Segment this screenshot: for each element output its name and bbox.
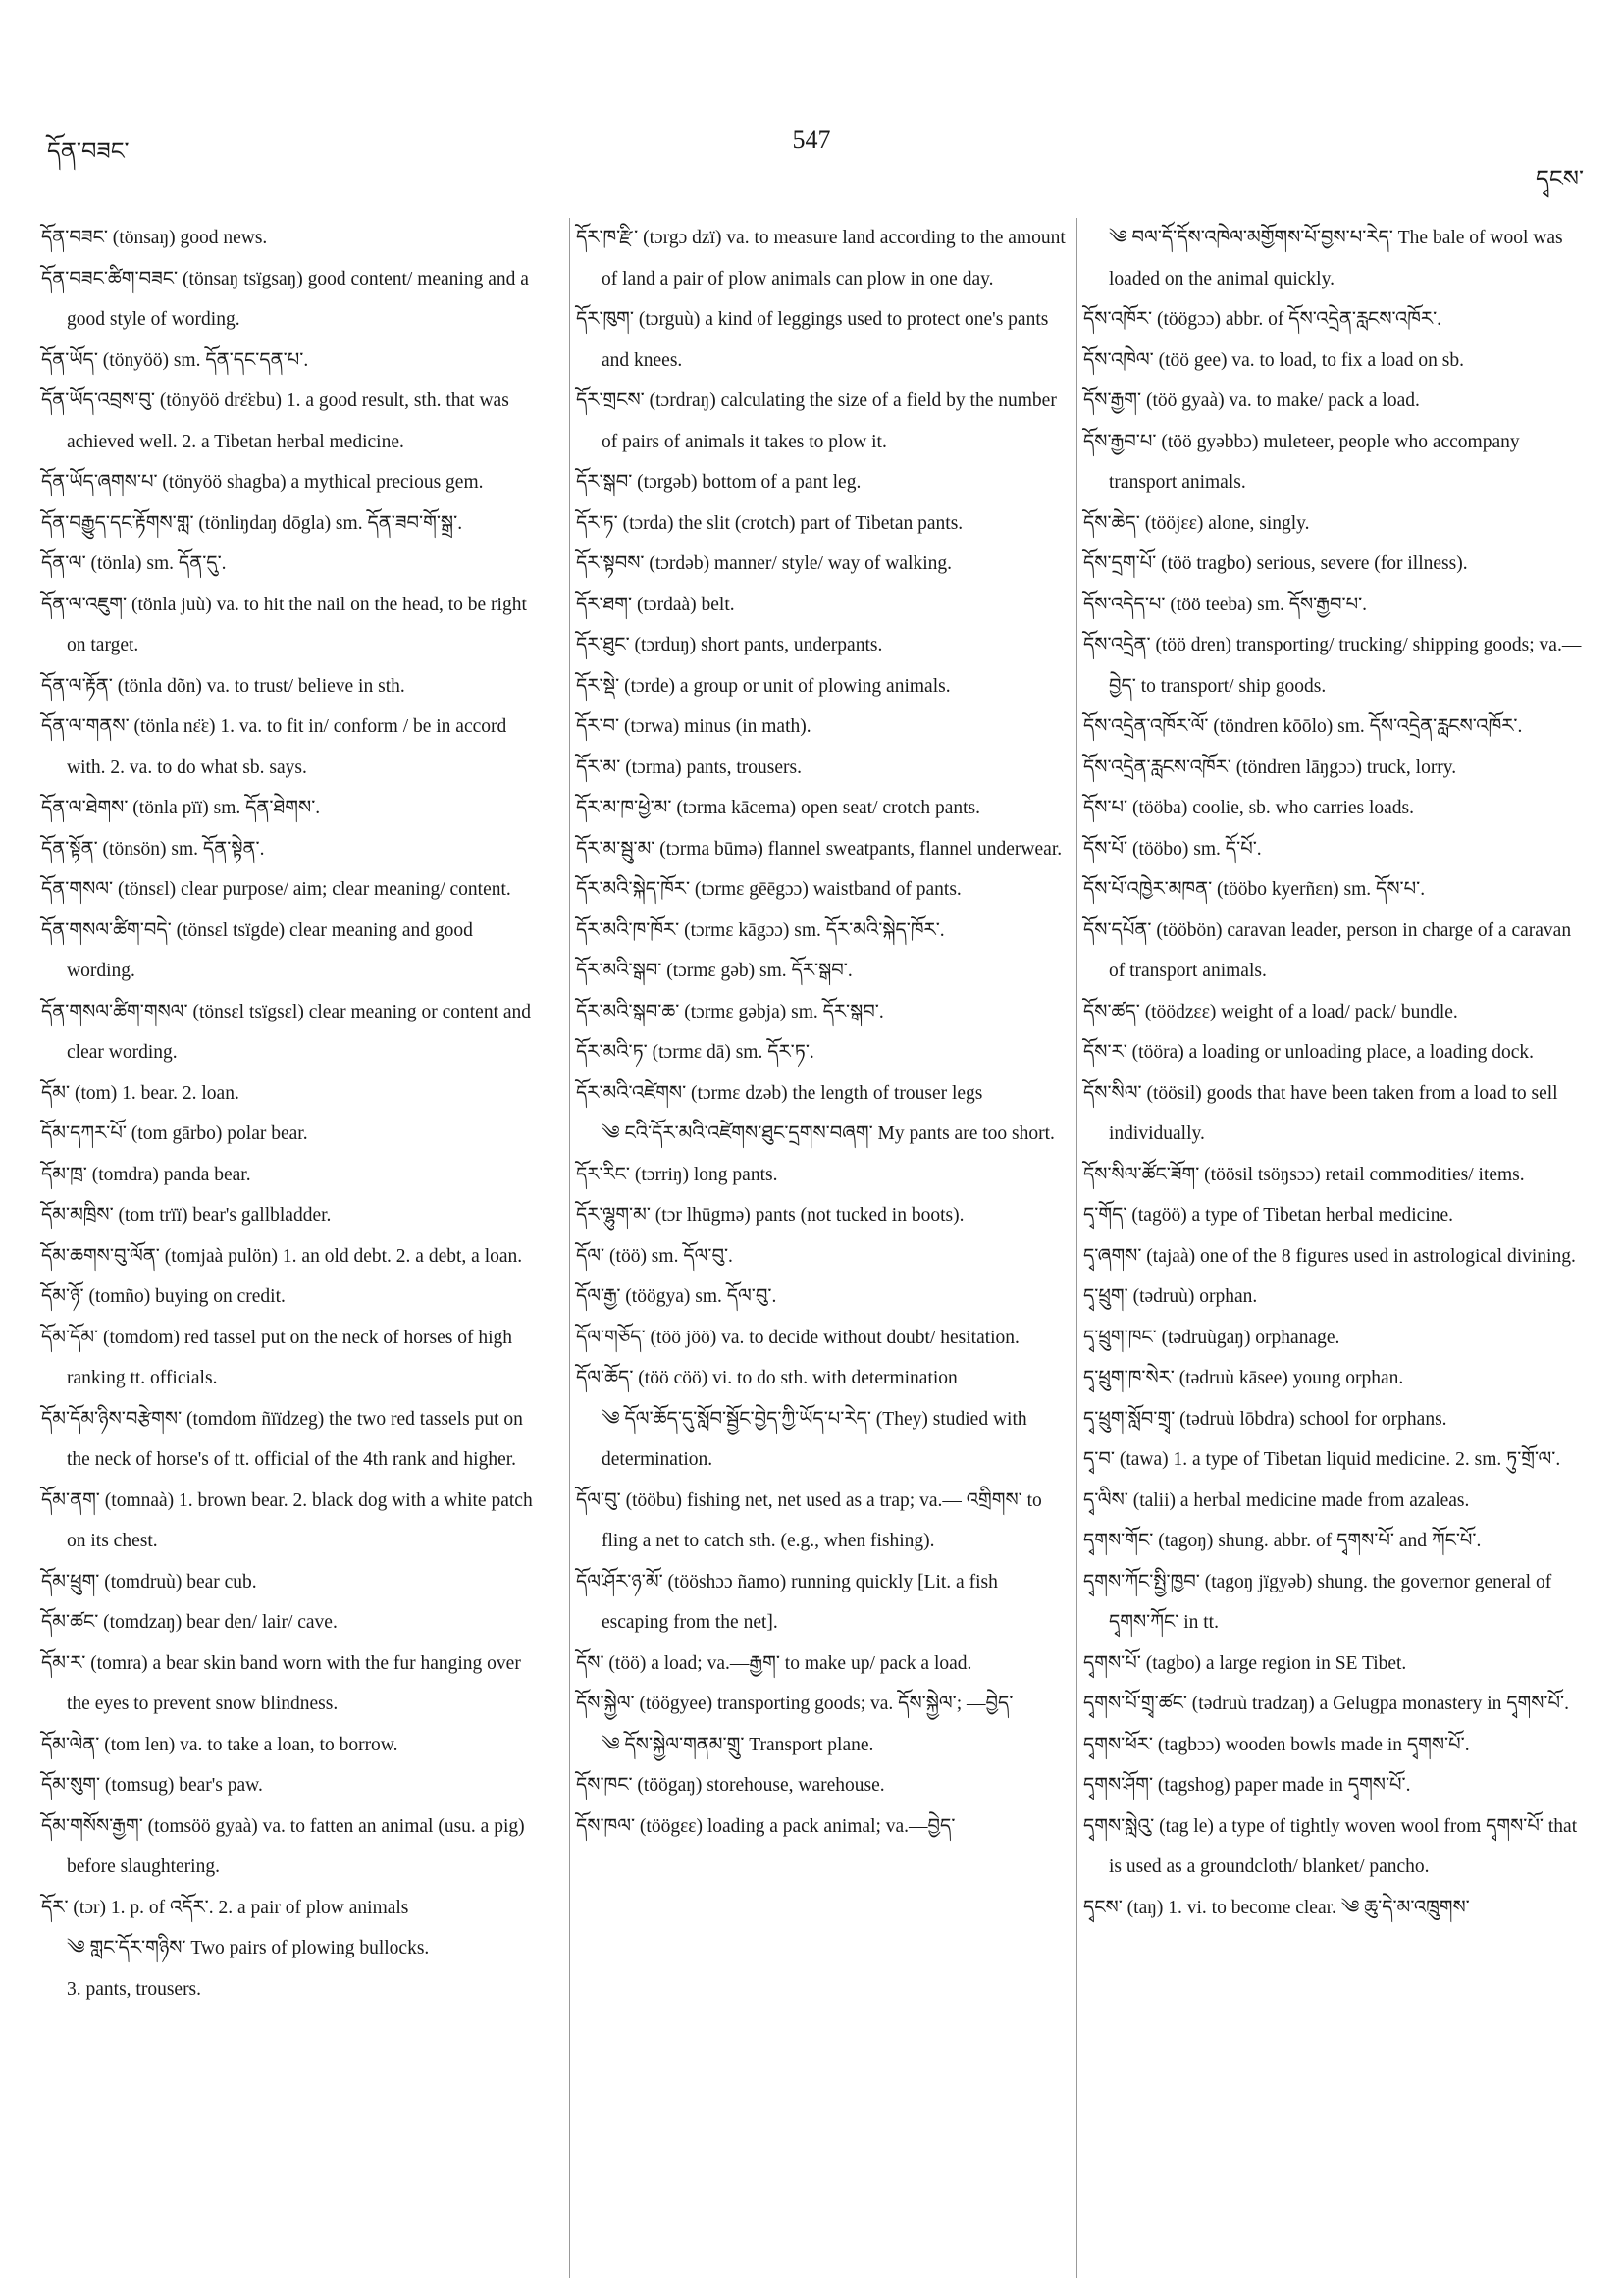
dictionary-entry: དོན་ལ་ (tönla) sm. དོན་དུ་.: [41, 553, 227, 574]
dictionary-entry: དོལ་གཅོད་ (töö jöö) va. to decide without doubt/ hesitation.: [576, 1327, 1020, 1348]
dictionary-entry: དོས་པོ་ (tööbo) sm. དོ་པོ་.: [1083, 838, 1262, 860]
dictionary-entry: དོས་འཁེལ་ (töö gee) va. to load, to fix a load on sb.: [1083, 349, 1465, 371]
dictionary-entry: དོམ་སུག་ (tomsug) bear's paw.: [41, 1775, 263, 1796]
dictionary-entry: དོལ་བུ་ (tööbu) fishing net, net used as a trap; va.— འགྲིགས་ to fling a net to catch sth. (e.g., when fishing).: [576, 1489, 1042, 1551]
running-head-left: དོན་བཟང་: [47, 139, 130, 165]
dictionary-entry: དོམ་ (tom) 1. bear. 2. loan.: [41, 1082, 239, 1104]
dictionary-entry: དྭགས་ཕོར་ (tagbɔɔ) wooden bowls made in དྭགས་པོ་.: [1083, 1734, 1470, 1755]
dictionary-entry: དོན་བཟང་ཚིག་བཟང་ (tönsaŋ tsïgsaŋ) good content/ meaning and a good style of wording.: [41, 268, 529, 330]
dictionary-entry: དྭ་ཕྲུག་ཁང་ (tədruùgaŋ) orphanage.: [1083, 1327, 1340, 1348]
dictionary-entry: དོན་གསལ་ཚིག་བདེ་ (tönsɛl tsïgde) clear meaning and good wording.: [41, 919, 473, 981]
dictionary-entry: དོས་རྒྱབ་པ་ (töö gyəbbɔ) muleteer, people who accompany transport animals.: [1083, 431, 1520, 493]
dictionary-entry: དོས་སྐྱེལ་ (töögyee) transporting goods; va. དོས་སྐྱེལ་; —བྱེད་: [576, 1694, 1014, 1714]
dictionary-entry: དོས་ཆེད་ (tööjɛɛ) alone, singly.: [1083, 512, 1310, 534]
dictionary-entry: དྭ་བ་ (tawa) 1. a type of Tibetan liquid medicine. 2. sm. ཏུ་གྲོ་ལ་.: [1083, 1449, 1561, 1470]
dictionary-entry: དོས་ཁལ་ (töögɛɛ) loading a pack animal; va.—བྱེད་: [576, 1815, 956, 1837]
dictionary-entry: དོལ་ཤོར་ཉ་མོ་ (tööshɔɔ ñamo) running quickly [Lit. a fish escaping from the net].: [576, 1571, 998, 1633]
dictionary-entry: དོར་ཁུག་ (tɔrguù) a kind of leggings used to protect one's pants and knees.: [576, 309, 1049, 371]
dictionary-entry: དོལ་ (töö) sm. དོལ་བུ་.: [576, 1245, 733, 1267]
dictionary-entry: དྭགས་པོ་ (tagbo) a large region in SE Tibet.: [1083, 1652, 1407, 1674]
dictionary-entry: དོས་འདྲེན་འཁོར་ལོ་ (töndren kōōlo) sm. དོས་འདྲེན་རླངས་འཁོར་.: [1083, 716, 1523, 737]
column-3: [1076, 218, 1584, 2278]
dictionary-entry: དོར་མའི་སྒབ་ཆ་ (tɔrmɛ gəbja) sm. དོར་སྒབ་.: [576, 1001, 884, 1022]
column-2: [569, 218, 1069, 2278]
running-head-right: དྭངས་: [1536, 167, 1584, 192]
dictionary-entry: དྭངས་ (taŋ) 1. vi. to become clear. ༄ ཆུ་དེ་མ་འཁྲུགས་: [1083, 1897, 1470, 1918]
column-2-entries-d: [576, 1765, 1069, 1847]
dictionary-entry: དོར་རིང་ (tɔrriŋ) long pants.: [576, 1164, 778, 1185]
dictionary-entry: དོམ་དོམ་ཉིས་བརྩེགས་ (tomdom ñïïdzeg) the two red tassels put on the neck of horse's of tt. official of the 4th rank and higher.: [41, 1408, 523, 1470]
dictionary-entry: དོན་གསལ་ཚིག་གསལ་ (tönsɛl tsïgsɛl) clear meaning or content and clear wording.: [41, 1001, 532, 1063]
column-2-entries-a: [576, 218, 1069, 1114]
dictionary-entry: དོར་ཁ་རྫི་ (tɔrgɔ dzï) va. to measure land according to the amount of land a pair of plow animals can plow in one day.: [576, 228, 1066, 289]
dictionary-entry: དོལ་རྒྱ་ (töögya) sm. དོལ་བུ་.: [576, 1286, 777, 1307]
dictionary-entry: དྭགས་པོ་གྲྭ་ཚང་ (tədruù tradzaŋ) a Gelugpa monastery in དྭགས་པོ་.: [1083, 1694, 1569, 1714]
dictionary-entry: དོར་མའི་སྒབ་ (tɔrmɛ gəb) sm. དོར་སྒབ་.: [576, 961, 853, 981]
dictionary-entry: དོར་ལྷུག་མ་ (tɔr lhūgmə) pants (not tucked in boots).: [576, 1205, 965, 1226]
dictionary-entry: དོར་ཐག་ (tɔrdaà) belt.: [576, 594, 735, 615]
dictionary-entry: དོན་བརྒྱུད་དང་རྟོགས་གླ་ (tönliŋdaŋ dōgla) sm. དོན་ཟབ་གོ་སྒྲ་.: [41, 512, 463, 534]
column-3-entries: [1083, 299, 1584, 1928]
dictionary-entry: དྭགས་ཤོག་ (tagshog) paper made in དྭགས་པོ་.: [1083, 1775, 1411, 1796]
dictionary-entry: དོར་མ་སྦུ་མ་ (tɔrma būmə) flannel sweatpants, flannel underwear.: [576, 838, 1063, 860]
dictionary-entry: དྭ་ཞགས་ (tajaà) one of the 8 figures used in astrological divining.: [1083, 1245, 1576, 1267]
dictionary-entry: དོན་ལ་གནས་ (tönla nɛ̈ɛ) 1. va. to fit in/ conform / be in accord with. 2. va. to do what sb. says.: [41, 716, 507, 778]
dictionary-entry: དོར་སྒབ་ (tɔrgəb) bottom of a pant leg.: [576, 472, 862, 493]
dictionary-entry: དོམ་ཚང་ (tomdzaŋ) bear den/ lair/ cave.: [41, 1612, 338, 1633]
dictionary-entry: དོམ་གསོས་རྒྱག་ (tomsöö gyaà) va. to fatten an animal (usu. a pig) before slaughtering.: [41, 1815, 525, 1877]
dictionary-entry: དོན་སྟོན་ (tönsön) sm. དོན་སྟེན་.: [41, 838, 265, 860]
dictionary-entry: དོན་ལ་འཇུག་ (tönla juù) va. to hit the nail on the head, to be right on target.: [41, 594, 527, 655]
dictionary-entry: དོས་འདྲེན་ (töö dren) transporting/ trucking/ shipping goods; va.—བྱེད་ to transport/ ship goods.: [1083, 635, 1582, 697]
example-sentence: ༄ དོལ་ཆོད་དུ་སློབ་སྦྱོང་བྱེད་ཀྱི་ཡོད་པ་རེད་ (They) studied with determination.: [602, 1408, 1027, 1470]
dictionary-entry: དོར་མའི་ཁ་ཁོར་ (tɔrmɛ kāgɔɔ) sm. དོར་མའི་སྐེད་ཁོར་.: [576, 919, 945, 941]
dictionary-entry: དོན་ཡོད་འབྲས་བུ་ (tönyöö drɛ̈ɛbu) 1. a good result, sth. that was achieved well. 2. a Tibetan herbal medicine.: [41, 391, 509, 452]
column-1: [41, 218, 540, 2009]
dictionary-entry: དོན་ཡོད་ (tönyöö) sm. དོན་དང་དན་པ་.: [41, 349, 309, 371]
dictionary-entry: དོམ་དོམ་ (tomdom) red tassel put on the neck of horses of high ranking tt. officials.: [41, 1327, 513, 1388]
dictionary-entry: དོས་སིལ་ཚོང་ཟོག་ (töösil tsöŋsɔɔ) retail commodities/ items.: [1083, 1164, 1525, 1185]
dictionary-entry: དོམ་དཀར་པོ་ (tom gārbo) polar bear.: [41, 1123, 308, 1144]
dictionary-entry: དྭ་ཕྲུག་ (tədruù) orphan.: [1083, 1286, 1258, 1307]
dictionary-entry: དོར་གྲངས་ (tɔrdraŋ) calculating the size of a field by the number of pairs of animals it takes to plow it.: [576, 391, 1057, 452]
example-sentence: ༄ གླང་དོར་གཉིས་ Two pairs of plowing bullocks.: [67, 1938, 430, 1958]
dictionary-entry: དོམ་ཕྲུག་ (tomdruù) bear cub.: [41, 1571, 257, 1592]
dictionary-entry: དྭགས་གོང་ (tagoŋ) shung. abbr. of དྭགས་པོ་ and ཀོང་པོ་.: [1083, 1531, 1482, 1551]
dictionary-entry: དོས་པོ་འཁྱེར་མཁན་ (tööbo kyerñɛn) sm. དོས་པ་.: [1083, 879, 1426, 900]
dictionary-entry: དོར་ཐུང་ (tɔrduŋ) short pants, underpants.: [576, 635, 883, 655]
dictionary-entry: དྭ་ལིས་ (talii) a herbal medicine made from azaleas.: [1083, 1489, 1470, 1511]
column-2-entries-b: [576, 1155, 1069, 1399]
dictionary-entry: དོན་ལ་རྟོན་ (tönla dõn) va. to trust/ believe in sth.: [41, 675, 405, 697]
dictionary-entry: དོན་གསལ་ (tönsɛl) clear purpose/ aim; clear meaning/ content.: [41, 879, 511, 900]
dictionary-entry: དོམ་ར་ (tomra) a bear skin band worn with the fur hanging over the eyes to prevent snow blindness.: [41, 1652, 521, 1714]
dictionary-entry: དོར་མའི་ཏ་ (tɔrmɛ dā) sm. དོར་ཏ་.: [576, 1042, 814, 1063]
dictionary-entry: དོས་པ་ (tööba) coolie, sb. who carries loads.: [1083, 798, 1415, 818]
column-2-entries-c: [576, 1481, 1069, 1725]
dictionary-entry: དོམ་ཉོ་ (tomño) buying on credit.: [41, 1286, 286, 1307]
dictionary-entry: དོས་སིལ་ (töösil) goods that have been taken from a load to sell individually.: [1083, 1082, 1558, 1144]
dictionary-entry: དོམ་མཁྲིས་ (tom trïï) bear's gallbladder.: [41, 1205, 332, 1226]
dictionary-entry: དོས་འཁོར་ (töögɔɔ) abbr. of དོས་འདྲེན་རླངས་འཁོར་.: [1083, 309, 1442, 330]
page-number: 547: [792, 126, 831, 154]
example-sentence: ༄ དོས་སྐྱེལ་གནམ་གྲུ་ Transport plane.: [602, 1734, 874, 1755]
dictionary-entry: དོས་འདྲེན་རླངས་འཁོར་ (töndren lāŋgɔɔ) truck, lorry.: [1083, 757, 1457, 778]
dictionary-entry: དོར་མ་ (tɔrma) pants, trousers.: [576, 757, 802, 778]
dictionary-entry: དོར་མ་ཁ་ཕྱེ་མ་ (tɔrma kācema) open seat/ crotch pants.: [576, 798, 981, 818]
dictionary-entry: དོས་རྒྱག་ (töö gyaà) va. to make/ pack a load.: [1083, 391, 1420, 411]
dictionary-entry: དོས་ར་ (tööra) a loading or unloading place, a loading dock.: [1083, 1042, 1535, 1063]
dictionary-entry: དོར་མའི་འཛེགས་ (tɔrmɛ dzəb) the length of trouser legs: [576, 1082, 983, 1104]
dictionary-entry: དོས་དྲག་པོ་ (töö tragbo) serious, severe (for illness).: [1083, 553, 1468, 574]
dictionary-entry: དྭགས་ཀོང་སྤྱི་ཁྱབ་ (tagoŋ jïgyəb) shung. the governor general of དྭགས་ཀོང་ in tt.: [1083, 1571, 1552, 1633]
dictionary-entry: དྭགས་སླེའུ་ (tag le) a type of tightly woven wool from དྭགས་པོ་ that is used as a groundcloth/ blanket/ pancho.: [1083, 1815, 1578, 1877]
dictionary-entry: དོམ་ཆགས་བུ་ལོན་ (tomjaà pulön) 1. an old debt. 2. a debt, a loan.: [41, 1245, 523, 1267]
dictionary-entry: དོར་སྟབས་ (tɔrdəb) manner/ style/ way of walking.: [576, 553, 953, 574]
dictionary-entry: དོལ་ཆོད་ (töö cöö) vi. to do sth. with determination: [576, 1368, 958, 1388]
dictionary-entry: དྭ་གོད་ (tagöö) a type of Tibetan herbal medicine.: [1083, 1205, 1453, 1226]
dictionary-entry: དོས་དཔོན་ (tööbön) caravan leader, person in charge of a caravan of transport animals.: [1083, 919, 1572, 981]
dictionary-entry: དོར་བ་ (tɔrwa) minus (in math).: [576, 716, 812, 737]
entry-continuation: 3. pants, trousers.: [67, 1978, 202, 2000]
column-1-entries: [41, 218, 540, 1928]
dictionary-entry: དོམ་ནག་ (tomnaà) 1. brown bear. 2. black dog with a white patch on its chest.: [41, 1489, 533, 1551]
dictionary-entry: དོམ་ལེན་ (tom len) va. to take a loan, to borrow.: [41, 1734, 398, 1755]
dictionary-entry: དོན་ཡོད་ཞགས་པ་ (tönyöö shagba) a mythical precious gem.: [41, 472, 484, 493]
example-sentence: ༄ ངའི་དོར་མའི་འཛེགས་ཐུང་དྲགས་བཞག་ My pants are too short.: [602, 1123, 1055, 1144]
dictionary-entry: དོས་ཚད་ (töödzɛɛ) weight of a load/ pack/ bundle.: [1083, 1001, 1458, 1022]
dictionary-entry: དོས་ (töö) a load; va.—རྒྱག་ to make up/ pack a load.: [576, 1652, 972, 1674]
dictionary-entry: དོས་འདེད་པ་ (töö teeba) sm. དོས་རྒྱབ་པ་.: [1083, 594, 1368, 615]
example-sentence: ༄ བལ་དོ་དོས་འཁེལ་མགྱོགས་པོ་བྱས་པ་རེད་ The bale of wool was loaded on the animal quickly.: [1109, 228, 1563, 289]
dictionary-entry: དོར་མའི་སྐེད་ཁོར་ (tɔrmɛ gēēgɔɔ) waistband of pants.: [576, 879, 962, 900]
dictionary-entry: དྭ་ཕྲུག་ཁ་སེར་ (tədruù kāsee) young orphan.: [1083, 1368, 1404, 1388]
dictionary-entry: དོར་ (tɔr) 1. p. of འདོར་. 2. a pair of plow animals: [41, 1897, 409, 1918]
dictionary-entry: དྭ་ཕྲུག་སློབ་གྲྭ་ (tədruù lōbdra) school for orphans.: [1083, 1408, 1447, 1430]
dictionary-entry: དོན་ལ་ཐེགས་ (tönla pïï) sm. དོན་ཐེགས་.: [41, 798, 321, 818]
dictionary-entry: དོར་ཏ་ (tɔrda) the slit (crotch) part of Tibetan pants.: [576, 512, 964, 534]
dictionary-entry: དོས་ཁང་ (töögaŋ) storehouse, warehouse.: [576, 1775, 885, 1796]
dictionary-entry: དོར་སྡེ་ (tɔrde) a group or unit of plowing animals.: [576, 675, 951, 697]
dictionary-entry: དོམ་ཁྲ་ (tomdra) panda bear.: [41, 1164, 251, 1185]
dictionary-entry: དོན་བཟང་ (tönsaŋ) good news.: [41, 228, 268, 248]
